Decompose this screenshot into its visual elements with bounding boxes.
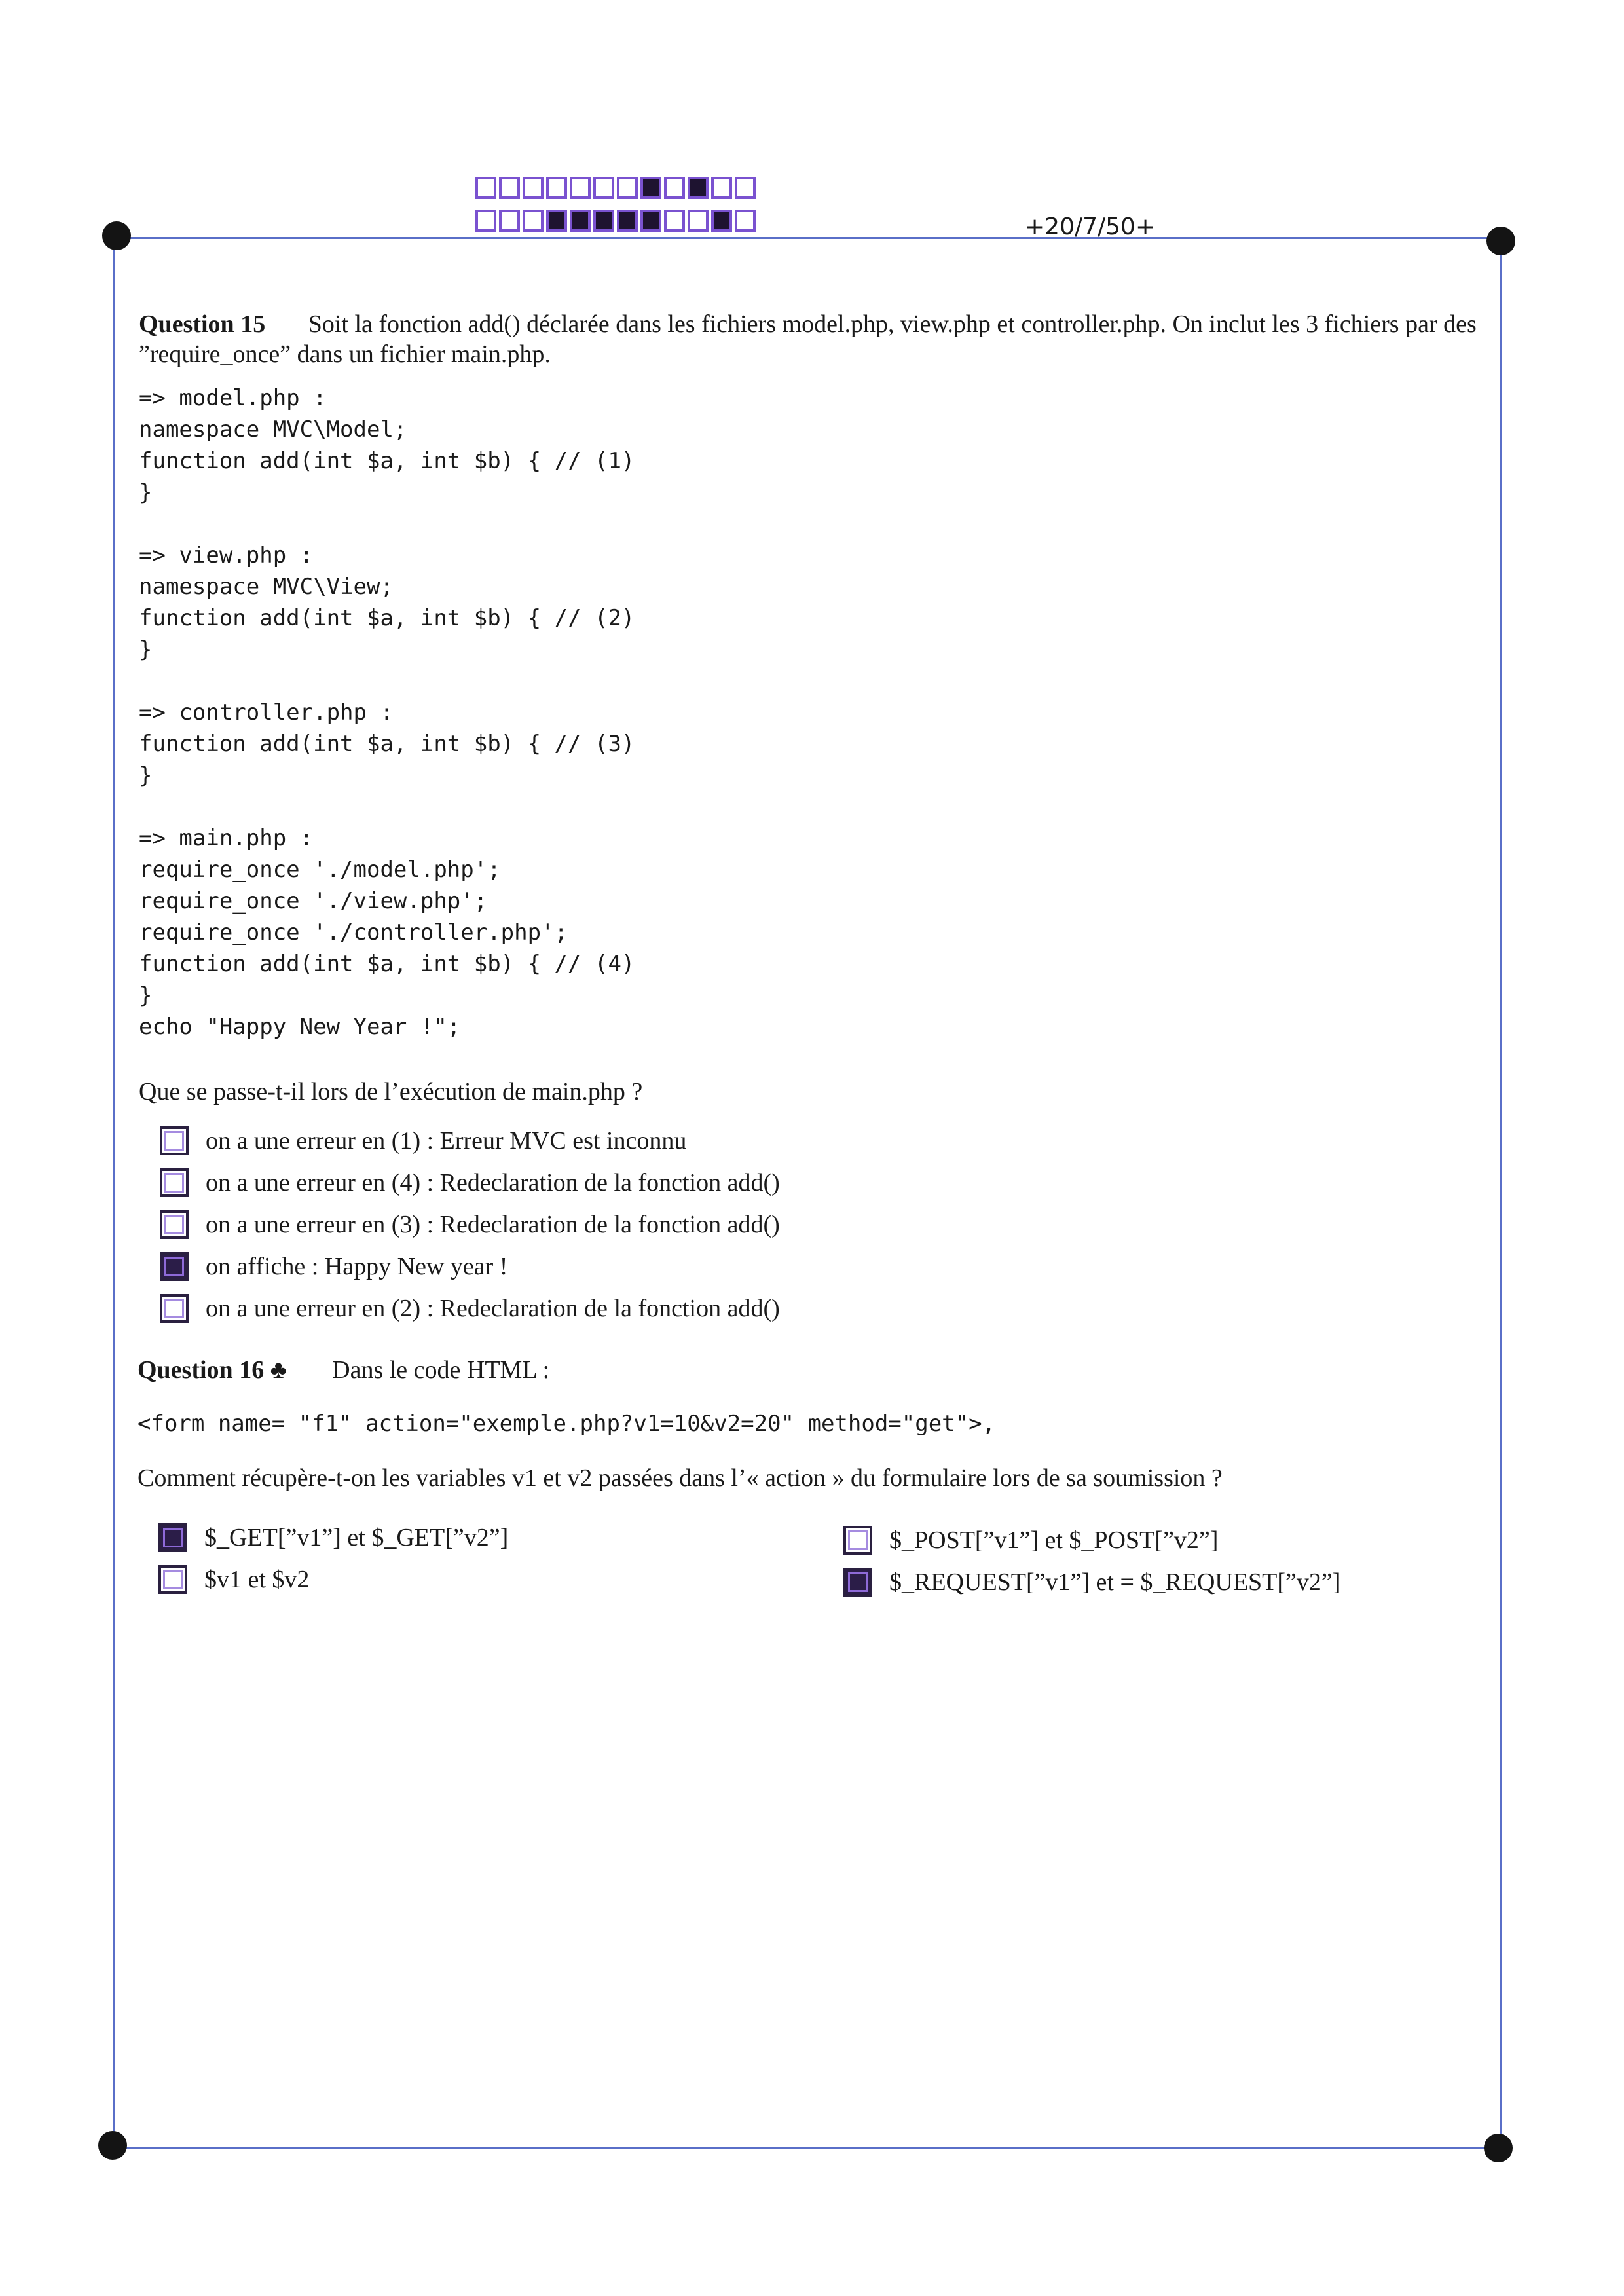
choice-label: $_REQUEST[”v1”] et = $_REQUEST[”v2”] <box>889 1568 1341 1596</box>
barcode-cell <box>617 210 638 232</box>
barcode-cell <box>475 177 496 199</box>
barcode-cell <box>735 210 756 232</box>
q16-choice-3[interactable] <box>843 1526 1218 1555</box>
corner-marker-top-left <box>102 221 131 250</box>
corner-marker-top-right <box>1486 227 1515 255</box>
frame-top-line <box>117 237 1500 239</box>
barcode-cell <box>640 177 661 199</box>
q15-choice-1[interactable] <box>160 1126 686 1155</box>
question-16-text: Dans le code HTML : <box>332 1356 550 1384</box>
barcode-row-1 <box>475 177 756 199</box>
question-15 <box>139 309 1486 1043</box>
answer-checkbox[interactable] <box>843 1568 872 1597</box>
barcode-cell <box>499 177 520 199</box>
corner-marker-bottom-left <box>98 2131 127 2160</box>
answer-checkbox[interactable] <box>160 1210 189 1239</box>
q16-choice-1[interactable] <box>158 1523 508 1552</box>
barcode-cell <box>475 210 496 232</box>
choice-label: $_POST[”v1”] et $_POST[”v2”] <box>889 1527 1219 1554</box>
barcode-cell <box>688 210 709 232</box>
question-15-statement <box>139 309 1486 369</box>
barcode-cell <box>664 177 685 199</box>
barcode-cell <box>546 177 567 199</box>
question-15-prompt: Que se passe-t-il lors de l’exécution de main.php ? <box>139 1078 643 1105</box>
barcode-cell <box>711 210 732 232</box>
frame-left-line <box>113 237 115 2148</box>
barcode-cell <box>546 210 567 232</box>
q15-choice-5[interactable] <box>160 1294 780 1323</box>
barcode-cell <box>570 177 591 199</box>
frame-bottom-line <box>117 2147 1500 2149</box>
barcode-cell <box>664 210 685 232</box>
answer-checkbox[interactable] <box>160 1294 189 1323</box>
barcode-cell <box>593 210 614 232</box>
choice-label: on a une erreur en (1) : Erreur MVC est inconnu <box>206 1127 687 1155</box>
barcode-cell <box>593 177 614 199</box>
choice-label: $_GET[”v1”] et $_GET[”v2”] <box>204 1524 509 1551</box>
q16-choice-4[interactable] <box>843 1568 1340 1597</box>
barcode-cell <box>523 210 544 232</box>
choice-label: on a une erreur en (3) : Redeclaration de la fonction add() <box>206 1211 780 1238</box>
answer-checkbox[interactable] <box>160 1126 189 1155</box>
question-16 <box>138 1356 549 1384</box>
frame-right-line <box>1500 237 1502 2148</box>
question-15-code: => model.php : namespace MVC\Model; function add(int $a, int $b) { // (1) } => view.php : namespace MVC\View; function add(int $a, int $b) { // (2) } => controller.php : function add(int $a, int $b) { // (3) } => main.php : require_once './model.php'; require_once './view.php'; require_once './controller.php'; function add(int $a, int $b) { // (4) } echo "Happy New Year !"; <box>139 385 635 1040</box>
corner-marker-bottom-right <box>1484 2134 1513 2162</box>
barcode-cell <box>523 177 544 199</box>
choice-label: on a une erreur en (4) : Redeclaration de la fonction add() <box>206 1169 780 1196</box>
barcode-cell <box>688 177 709 199</box>
choice-label: $v1 et $v2 <box>204 1566 310 1593</box>
question-16-title: Question 16 ♣ <box>138 1356 287 1384</box>
choice-label: on affiche : Happy New year ! <box>206 1253 508 1280</box>
paper-id: +20/7/50+ <box>1025 213 1156 240</box>
answer-checkbox[interactable] <box>160 1252 189 1281</box>
question-16-code: <form name= "f1" action="exemple.php?v1=10&v2=20" method="get">, <box>138 1411 996 1437</box>
q15-choice-4[interactable] <box>160 1252 507 1281</box>
answer-checkbox[interactable] <box>843 1526 872 1555</box>
answer-checkbox[interactable] <box>160 1168 189 1197</box>
answer-checkbox[interactable] <box>158 1565 187 1594</box>
barcode-row-2 <box>475 210 756 232</box>
question-15-text: Soit la fonction add() déclarée dans les fichiers model.php, view.php et controller.php. On inclut les 3 fichiers par des ”require_once” dans un fichier main.php. <box>139 310 1477 368</box>
q15-choice-3[interactable] <box>160 1210 780 1239</box>
barcode-cell <box>640 210 661 232</box>
barcode-cell <box>570 210 591 232</box>
barcode-cell <box>711 177 732 199</box>
q16-choice-2[interactable] <box>158 1565 309 1594</box>
barcode-cell <box>499 210 520 232</box>
answer-checkbox[interactable] <box>158 1523 187 1552</box>
q15-choice-2[interactable] <box>160 1168 780 1197</box>
choice-label: on a une erreur en (2) : Redeclaration de la fonction add() <box>206 1295 780 1322</box>
question-16-prompt: Comment récupère-t-on les variables v1 et v2 passées dans l’« action » du formulaire lors de sa soumission ? <box>138 1464 1223 1492</box>
barcode-cell <box>735 177 756 199</box>
barcode-cell <box>617 177 638 199</box>
question-15-title: Question 15 <box>139 310 266 338</box>
